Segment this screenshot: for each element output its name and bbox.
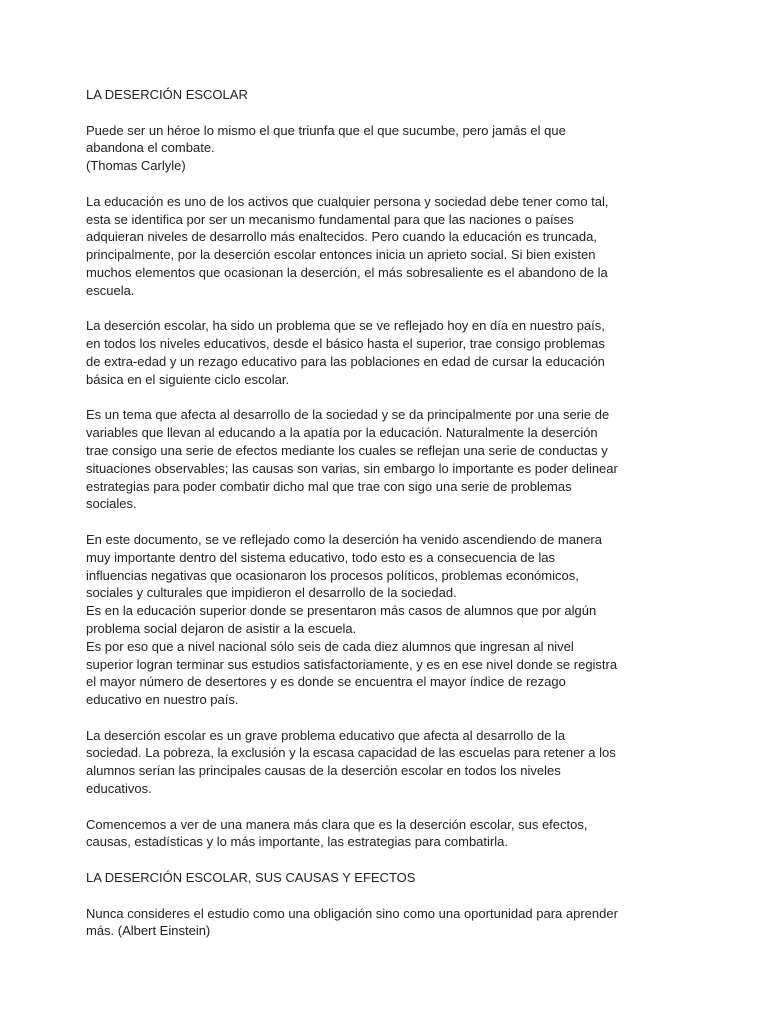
text-line: abandona el combate. bbox=[86, 140, 215, 156]
text-line: La deserción escolar es un grave problema educativo que afecta al desarrollo de la bbox=[86, 727, 566, 743]
text-line: principalmente, por la deserción escolar entonces inicia un aprieto social. Si bien existen bbox=[86, 247, 596, 263]
text-line: variables que llevan al educando a la apatía por la educación. Naturalmente la deserción bbox=[86, 425, 598, 441]
text-line: más. (Albert Einstein) bbox=[86, 923, 211, 939]
text-line: Es en la educación superior donde se presentaron más casos de alumnos que por algún bbox=[86, 603, 597, 619]
text-line: superior logran terminar sus estudios satisfactoriamente, y es en ese nivel donde se registra bbox=[86, 656, 618, 672]
paragraph bbox=[86, 531, 626, 709]
text-line: estrategias para poder combatir dicho mal que trae con sigo una serie de problemas bbox=[86, 478, 572, 494]
text-line: (Thomas Carlyle) bbox=[86, 158, 186, 174]
paragraph bbox=[86, 317, 626, 388]
text-line: muy importante dentro del sistema educativo, todo esto es a consecuencia de las bbox=[86, 549, 555, 565]
text-line: educativos. bbox=[86, 781, 152, 797]
text-line: Es por eso que a nivel nacional sólo seis de cada diez alumnos que ingresan al nivel bbox=[86, 638, 574, 654]
text-line: Es un tema que afecta al desarrollo de la sociedad y se da principalmente por una serie de bbox=[86, 407, 610, 423]
text-line: sociales y culturales que impidieron el desarrollo de la sociedad. bbox=[86, 585, 457, 601]
text-line: Puede ser un héroe lo mismo el que triunfa que el que sucumbe, pero jamás el que bbox=[86, 122, 566, 138]
section-heading bbox=[86, 869, 626, 887]
text-line: básica en el siguiente ciclo escolar. bbox=[86, 371, 290, 387]
text-line: situaciones observables; las causas son varias, sin embargo lo importante es poder delinear bbox=[86, 460, 618, 476]
text-line: escuela. bbox=[86, 282, 135, 298]
paragraph bbox=[86, 406, 626, 513]
epigraph-einstein bbox=[86, 905, 626, 941]
text-line: educativo en nuestro país. bbox=[86, 692, 239, 708]
text-line: Comencemos a ver de una manera más clara que es la deserción escolar, sus efectos, bbox=[86, 816, 588, 832]
text-line: trae consigo una serie de efectos mediante los cuales se reflejan una serie de conductas y bbox=[86, 442, 608, 458]
paragraph bbox=[86, 727, 626, 798]
text-line: influencias negativas que ocasionaron los procesos políticos, problemas económicos, bbox=[86, 567, 579, 583]
text-line: alumnos serían las principales causas de la deserción escolar en todos los niveles bbox=[86, 763, 561, 779]
paragraph bbox=[86, 816, 626, 852]
paragraph bbox=[86, 193, 626, 300]
document-page bbox=[86, 86, 626, 958]
text-line: muchos elementos que ocasionan la deserción, el más sobresaliente es el abandono de la bbox=[86, 264, 608, 280]
text-line: problema social dejaron de asistir a la escuela. bbox=[86, 620, 357, 636]
text-line: el mayor número de desertores y es donde se encuentra el mayor índice de rezago bbox=[86, 674, 566, 690]
text-line: sociales. bbox=[86, 496, 137, 512]
text-line: esta se identifica por ser un mecanismo fundamental para que las naciones o países bbox=[86, 211, 574, 227]
text-line: en todos los niveles educativos, desde el básico hasta el superior, trae consigo problemas bbox=[86, 336, 605, 352]
text-line: de extra-edad y un rezago educativo para las poblaciones en edad de cursar la educación bbox=[86, 353, 605, 369]
epigraph-carlyle bbox=[86, 122, 626, 175]
text-line: LA DESERCIÓN ESCOLAR bbox=[86, 87, 248, 102]
text-line: En este documento, se ve reflejado como la deserción ha venido ascendiendo de manera bbox=[86, 531, 602, 547]
text-line: La educación es uno de los activos que cualquier persona y sociedad debe tener como tal, bbox=[86, 193, 609, 209]
text-line: LA DESERCIÓN ESCOLAR, SUS CAUSAS Y EFECTOS bbox=[86, 870, 416, 886]
text-line: causas, estadísticas y lo más importante, las estrategias para combatirla. bbox=[86, 834, 508, 850]
text-line: sociedad. La pobreza, la exclusión y la escasa capacidad de las escuelas para retener a los bbox=[86, 745, 616, 761]
text-line: Nunca consideres el estudio como una obligación sino como una oportunidad para aprender bbox=[86, 905, 618, 921]
text-line: adquieran niveles de desarrollo más enaltecidos. Pero cuando la educación es truncada, bbox=[86, 229, 597, 245]
title-main bbox=[86, 86, 626, 104]
text-line: La deserción escolar, ha sido un problema que se ve reflejado hoy en día en nuestro país, bbox=[86, 318, 605, 334]
